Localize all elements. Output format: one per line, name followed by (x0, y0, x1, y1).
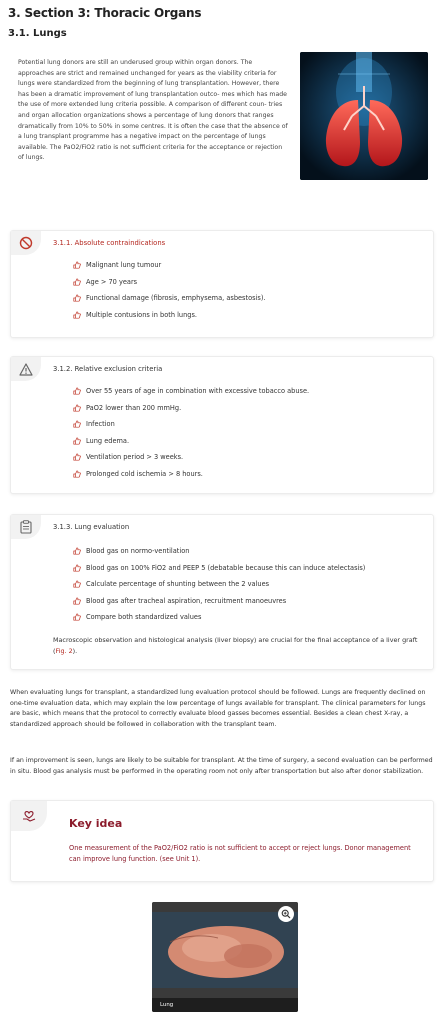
thumb-up-icon (73, 437, 83, 445)
thumb-up-icon (73, 278, 83, 286)
list-item-text: Blood gas on 100% FiO2 and PEEP 5 (debatable because this can induce atelectasis) (86, 563, 366, 572)
list-item (73, 466, 309, 483)
thumb-up-icon (73, 613, 83, 621)
thumb-up-icon (73, 453, 83, 461)
list-item-text: Over 55 years of age in combination with excessive tobacco abuse. (86, 387, 310, 396)
thumb-up-icon (73, 547, 83, 555)
thumb-up-icon (73, 261, 83, 269)
key-idea-title: Key idea (69, 817, 123, 830)
thumb-up-icon (73, 470, 83, 478)
key-idea-box (10, 800, 434, 882)
list-item (73, 449, 309, 466)
list-item (73, 543, 365, 560)
thumb-up-icon (73, 387, 83, 395)
figure-caption: Lung (152, 998, 298, 1012)
list-item (73, 307, 266, 324)
thumb-up-icon (73, 564, 83, 572)
list-item-text: Prolonged cold ischemia > 8 hours. (86, 469, 203, 478)
absolute-list (73, 257, 266, 323)
list-item (73, 576, 365, 593)
improvement-paragraph: If an improvement is seen, lungs are likely to be suitable for transplant. At the time of surgery, a second evaluation can be performed in situ. Blood gas analysis must be performed in the operating room not only after transportation but also after donor stabilization. (10, 757, 433, 775)
prohibited-icon (11, 231, 41, 255)
list-item-text: Calculate percentage of shunting between the 2 values (86, 580, 270, 589)
evaluation-list (73, 543, 365, 626)
list-item (73, 290, 266, 307)
list-item (73, 274, 266, 291)
protocol-paragraph: When evaluating lungs for transplant, a standardized lung evaluation protocol should be followed. Lungs are frequently declined on one-time evaluation data, which may explain the low percentage of lungs available for transplant. The clinical parameters for lungs are basic, which means that the protocol to correctly evaluate blood gasses becomes essential. Besides a clean chest X-ray, a standardized approach should be followed in collaboration with the transplant team. (10, 689, 426, 728)
list-item-text: Age > 70 years (86, 277, 138, 286)
figure-link[interactable]: Fig. 2 (55, 646, 73, 655)
list-item (73, 593, 365, 610)
list-item-text: Malignant lung tumour (86, 261, 162, 270)
list-item (73, 609, 365, 626)
list-item-text: Functional damage (fibrosis, emphysema, asbestosis). (86, 294, 266, 303)
list-item (73, 257, 266, 274)
relative-exclusion-card (10, 356, 434, 494)
list-item-text: Ventilation period > 3 weeks. (86, 453, 184, 462)
list-item (73, 400, 309, 417)
list-item-text: Lung edema. (86, 436, 130, 445)
zoom-in-icon[interactable] (278, 906, 294, 922)
lungs-illustration (300, 52, 428, 180)
clipboard-icon (11, 515, 41, 539)
lung-figure[interactable] (152, 902, 298, 1012)
subsection-title: 3.1. Lungs (8, 28, 67, 39)
thumb-up-icon (73, 420, 83, 428)
section-title: 3. Section 3: Thoracic Organs (8, 6, 202, 20)
intro-paragraph: Potential lung donors are still an underused group within organ donors. The approaches are strict and remained unchanged for years as the viability criteria for lungs were standardized from the beginning of lung transplantation. However, there has been a dramatic improvement of lung transplantation outco- mes which has made the use of more extended lung criteria possible. A comparison of different coun- tries and organ allocation organizations shows a percentage of lung donors that ranges dramatically from 10% to 50% in some centres. It is often the case that the absence of a lung transplant programme has a negative impact on the percentage of lungs available. The PaO2/FiO2 ratio is not sufficient criteria for the acceptance or rejection of lungs. (18, 59, 288, 162)
key-idea-text: One measurement of the PaO2/FiO2 ratio is not sufficient to accept or reject lungs. Donor management can improve lung function. (see Unit 1). (69, 844, 411, 863)
warning-icon (11, 357, 41, 381)
list-item (73, 383, 309, 400)
thumb-up-icon (73, 294, 83, 302)
list-item-text: Compare both standardized values (86, 613, 202, 622)
lung-evaluation-card (10, 514, 434, 670)
absolute-contraindications-card (10, 230, 434, 338)
list-item-text: Blood gas on normo-ventilation (86, 547, 190, 556)
list-item-text: Multiple contusions in both lungs. (86, 310, 197, 319)
list-item-text: Infection (86, 420, 115, 429)
list-item-text: PaO2 lower than 200 mmHg. (86, 403, 182, 412)
thumb-up-icon (73, 311, 83, 319)
card-title: 3.1.3. Lung evaluation (53, 523, 130, 531)
heart-hand-icon (11, 801, 47, 831)
relative-list (73, 383, 309, 482)
list-item (73, 416, 309, 433)
list-item (73, 560, 365, 577)
list-item (73, 433, 309, 450)
note-text: Macroscopic observation and histological analysis (liver biopsy) are crucial for the final acceptance of a liver graft ( (53, 636, 418, 655)
list-item-text: Blood gas after tracheal aspiration, recruitment manoeuvres (86, 596, 287, 605)
note-text-end: ). (72, 646, 78, 655)
card-title: 3.1.2. Relative exclusion criteria (53, 365, 163, 373)
evaluation-note (53, 635, 423, 656)
thumb-up-icon (73, 597, 83, 605)
lung-photo (152, 902, 298, 998)
thumb-up-icon (73, 580, 83, 588)
card-title: 3.1.1. Absolute contraindications (53, 239, 166, 247)
thumb-up-icon (73, 404, 83, 412)
